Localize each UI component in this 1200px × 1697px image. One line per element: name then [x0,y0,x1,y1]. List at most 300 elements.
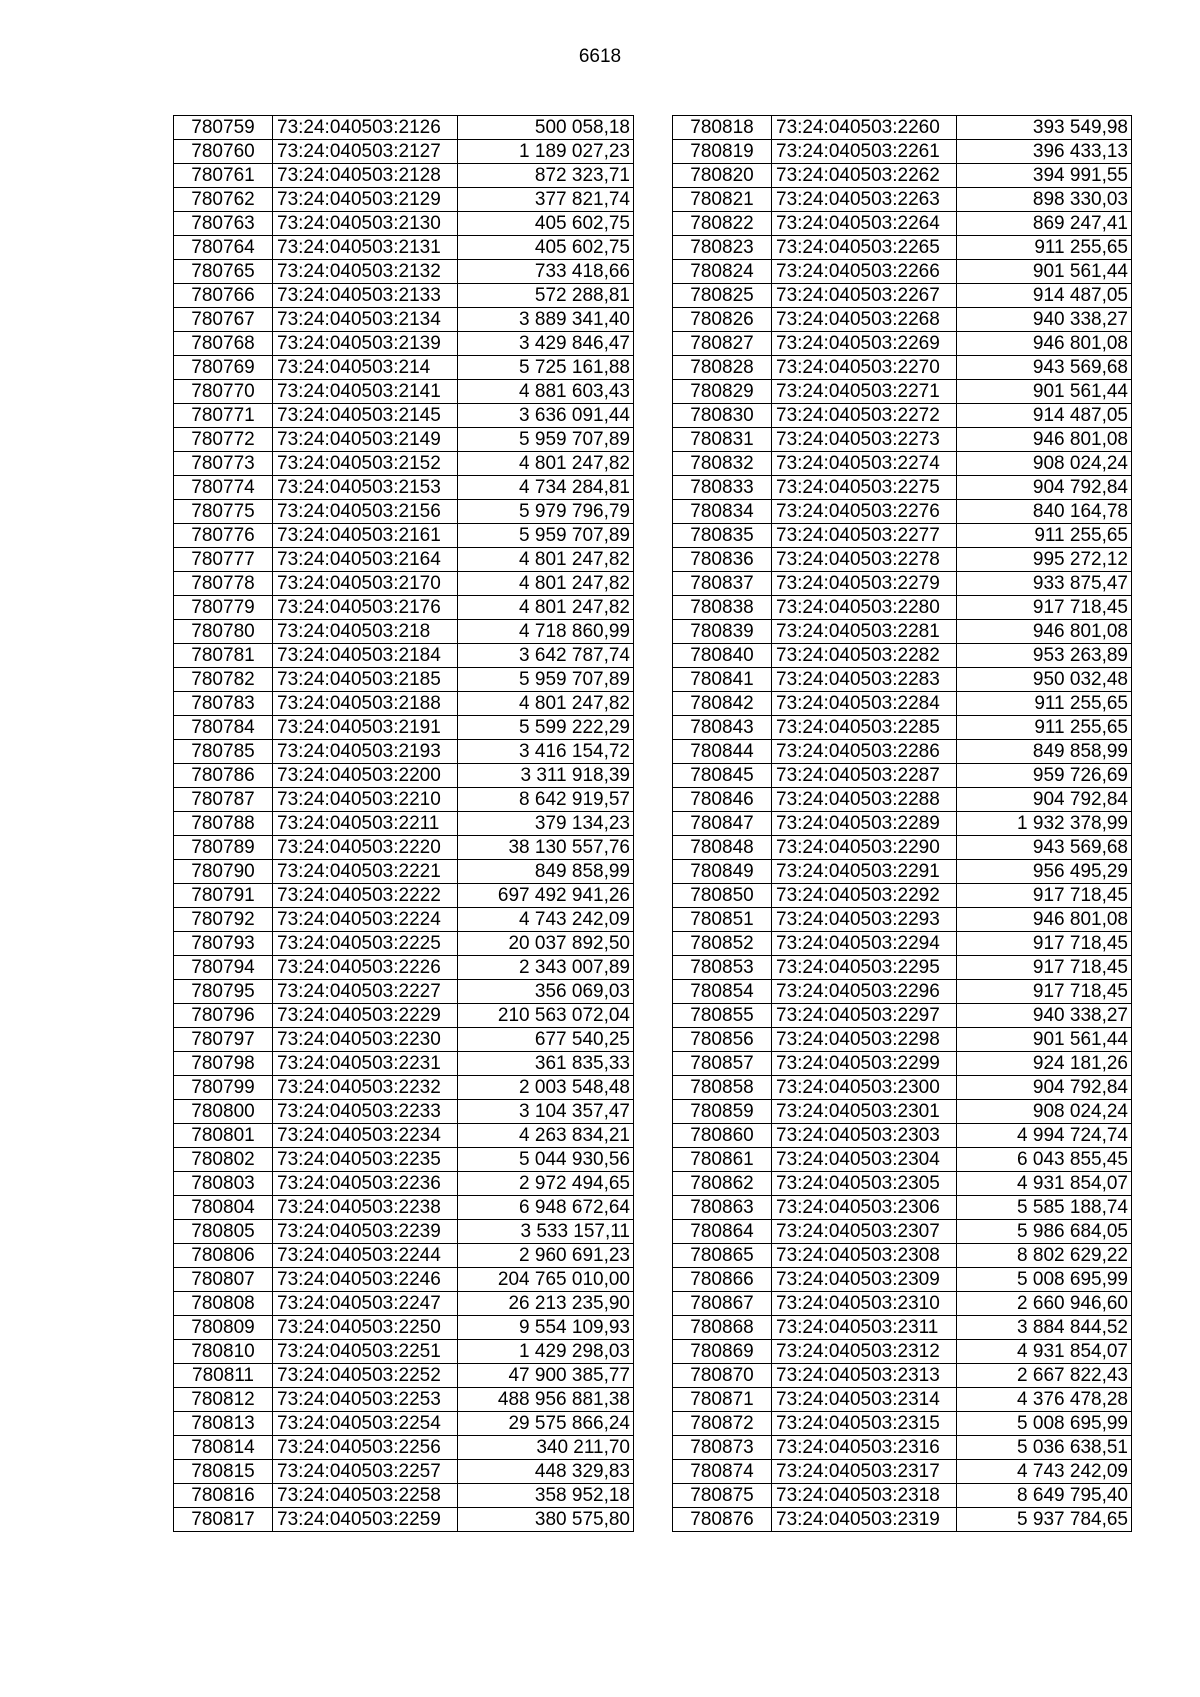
row-number-cell: 780853 [673,956,772,980]
cadastral-number-cell: 73:24:040503:2226 [273,956,458,980]
table-row [174,1100,634,1124]
row-number-cell: 780776 [174,524,273,548]
value-cell: 904 792,84 [957,788,1132,812]
table-row [174,380,634,404]
value-cell: 940 338,27 [957,308,1132,332]
cadastral-number-cell: 73:24:040503:2185 [273,668,458,692]
row-number-cell: 780848 [673,836,772,860]
value-cell: 4 801 247,82 [458,452,634,476]
row-number-cell: 780801 [174,1124,273,1148]
value-cell: 911 255,65 [957,716,1132,740]
row-number-cell: 780839 [673,620,772,644]
table-row [673,452,1132,476]
cadastral-number-cell: 73:24:040503:2276 [772,500,957,524]
value-cell: 946 801,08 [957,908,1132,932]
row-number-cell: 780759 [174,116,273,140]
value-cell: 2 003 548,48 [458,1076,634,1100]
value-cell: 4 801 247,82 [458,692,634,716]
value-cell: 917 718,45 [957,980,1132,1004]
table-row [174,740,634,764]
cadastral-number-cell: 73:24:040503:2259 [273,1508,458,1532]
table-row [174,620,634,644]
row-number-cell: 780769 [174,356,273,380]
table-row [673,1460,1132,1484]
cadastral-number-cell: 73:24:040503:2292 [772,884,957,908]
table-row [174,1364,634,1388]
row-number-cell: 780831 [673,428,772,452]
value-cell: 4 931 854,07 [957,1172,1132,1196]
row-number-cell: 780781 [174,644,273,668]
value-cell: 4 718 860,99 [458,620,634,644]
row-number-cell: 780864 [673,1220,772,1244]
row-number-cell: 780777 [174,548,273,572]
cadastral-number-cell: 73:24:040503:2238 [273,1196,458,1220]
row-number-cell: 780774 [174,476,273,500]
cadastral-number-cell: 73:24:040503:2300 [772,1076,957,1100]
row-number-cell: 780851 [673,908,772,932]
value-cell: 356 069,03 [458,980,634,1004]
row-number-cell: 780854 [673,980,772,1004]
value-cell: 377 821,74 [458,188,634,212]
value-cell: 4 801 247,82 [458,596,634,620]
row-number-cell: 780804 [174,1196,273,1220]
row-number-cell: 780815 [174,1460,273,1484]
table-row [174,1484,634,1508]
row-number-cell: 780865 [673,1244,772,1268]
table-row [673,644,1132,668]
table-row [673,740,1132,764]
cadastral-number-cell: 73:24:040503:2263 [772,188,957,212]
cadastral-number-cell: 73:24:040503:2308 [772,1244,957,1268]
row-number-cell: 780860 [673,1124,772,1148]
value-cell: 8 802 629,22 [957,1244,1132,1268]
table-row [673,1220,1132,1244]
value-cell: 4 743 242,09 [458,908,634,932]
table-row [174,1172,634,1196]
cadastral-number-cell: 73:24:040503:2318 [772,1484,957,1508]
table-row [174,188,634,212]
value-cell: 946 801,08 [957,332,1132,356]
value-cell: 6 948 672,64 [458,1196,634,1220]
value-cell: 908 024,24 [957,1100,1132,1124]
cadastral-number-cell: 73:24:040503:2127 [273,140,458,164]
cadastral-number-cell: 73:24:040503:2229 [273,1004,458,1028]
table-row [174,932,634,956]
table-row [174,452,634,476]
cadastral-number-cell: 73:24:040503:2301 [772,1100,957,1124]
row-number-cell: 780855 [673,1004,772,1028]
row-number-cell: 780814 [174,1436,273,1460]
row-number-cell: 780852 [673,932,772,956]
table-row [673,1292,1132,1316]
table-row [673,860,1132,884]
value-cell: 904 792,84 [957,476,1132,500]
row-number-cell: 780847 [673,812,772,836]
row-number-cell: 780820 [673,164,772,188]
row-number-cell: 780824 [673,260,772,284]
table-row [673,764,1132,788]
cadastral-number-cell: 73:24:040503:2161 [273,524,458,548]
value-cell: 8 642 919,57 [458,788,634,812]
row-number-cell: 780842 [673,692,772,716]
row-number-cell: 780787 [174,788,273,812]
table-row [673,332,1132,356]
value-cell: 917 718,45 [957,884,1132,908]
row-number-cell: 780782 [174,668,273,692]
row-number-cell: 780827 [673,332,772,356]
row-number-cell: 780829 [673,380,772,404]
table-row [174,836,634,860]
value-cell: 405 602,75 [458,212,634,236]
row-number-cell: 780849 [673,860,772,884]
value-cell: 5 585 188,74 [957,1196,1132,1220]
cadastral-number-cell: 73:24:040503:2252 [273,1364,458,1388]
row-number-cell: 780786 [174,764,273,788]
row-number-cell: 780868 [673,1316,772,1340]
table-row [174,1316,634,1340]
row-number-cell: 780805 [174,1220,273,1244]
value-cell: 394 991,55 [957,164,1132,188]
value-cell: 379 134,23 [458,812,634,836]
table-row [673,716,1132,740]
value-cell: 959 726,69 [957,764,1132,788]
row-number-cell: 780789 [174,836,273,860]
value-cell: 2 972 494,65 [458,1172,634,1196]
value-cell: 849 858,99 [957,740,1132,764]
value-cell: 946 801,08 [957,428,1132,452]
value-cell: 2 343 007,89 [458,956,634,980]
cadastral-number-cell: 73:24:040503:2270 [772,356,957,380]
table-row [174,1460,634,1484]
table-row [673,932,1132,956]
table-row [174,164,634,188]
value-cell: 393 549,98 [957,116,1132,140]
row-number-cell: 780845 [673,764,772,788]
table-row [673,356,1132,380]
value-cell: 869 247,41 [957,212,1132,236]
cadastral-number-cell: 73:24:040503:2265 [772,236,957,260]
table-row [673,500,1132,524]
cadastral-number-cell: 73:24:040503:2273 [772,428,957,452]
cadastral-number-cell: 73:24:040503:2283 [772,668,957,692]
row-number-cell: 780764 [174,236,273,260]
table-row [673,1316,1132,1340]
cadastral-number-cell: 73:24:040503:2126 [273,116,458,140]
cadastral-number-cell: 73:24:040503:2210 [273,788,458,812]
table-row [673,308,1132,332]
cadastral-number-cell: 73:24:040503:2231 [273,1052,458,1076]
cadastral-number-cell: 73:24:040503:2258 [273,1484,458,1508]
table-row [174,284,634,308]
value-cell: 4 931 854,07 [957,1340,1132,1364]
table-row [673,164,1132,188]
row-number-cell: 780765 [174,260,273,284]
cadastral-number-cell: 73:24:040503:2269 [772,332,957,356]
row-number-cell: 780872 [673,1412,772,1436]
table-row [673,788,1132,812]
cadastral-number-cell: 73:24:040503:2225 [273,932,458,956]
value-cell: 917 718,45 [957,932,1132,956]
value-cell: 4 743 242,09 [957,1460,1132,1484]
value-cell: 733 418,66 [458,260,634,284]
cadastral-number-cell: 73:24:040503:2279 [772,572,957,596]
row-number-cell: 780834 [673,500,772,524]
cadastral-number-cell: 73:24:040503:2149 [273,428,458,452]
row-number-cell: 780768 [174,332,273,356]
cadastral-number-cell: 73:24:040503:2152 [273,452,458,476]
value-cell: 20 037 892,50 [458,932,634,956]
cadastral-number-cell: 73:24:040503:2296 [772,980,957,1004]
value-cell: 5 036 638,51 [957,1436,1132,1460]
row-number-cell: 780771 [174,404,273,428]
row-number-cell: 780838 [673,596,772,620]
table-row [174,572,634,596]
value-cell: 4 881 603,43 [458,380,634,404]
cadastral-number-cell: 73:24:040503:2128 [273,164,458,188]
row-number-cell: 780850 [673,884,772,908]
value-cell: 1 429 298,03 [458,1340,634,1364]
row-number-cell: 780766 [174,284,273,308]
row-number-cell: 780762 [174,188,273,212]
row-number-cell: 780841 [673,668,772,692]
cadastral-number-cell: 73:24:040503:2254 [273,1412,458,1436]
value-cell: 901 561,44 [957,260,1132,284]
value-cell: 953 263,89 [957,644,1132,668]
table-row [673,188,1132,212]
value-cell: 995 272,12 [957,548,1132,572]
table-row [174,524,634,548]
table-row [174,668,634,692]
value-cell: 204 765 010,00 [458,1268,634,1292]
row-number-cell: 780871 [673,1388,772,1412]
value-cell: 872 323,71 [458,164,634,188]
table-row [174,1244,634,1268]
table-row [673,1100,1132,1124]
table-row [673,404,1132,428]
value-cell: 901 561,44 [957,380,1132,404]
row-number-cell: 780800 [174,1100,273,1124]
table-row [174,548,634,572]
cadastral-number-cell: 73:24:040503:2133 [273,284,458,308]
table-row [174,1508,634,1532]
cadastral-number-cell: 73:24:040503:2306 [772,1196,957,1220]
row-number-cell: 780856 [673,1028,772,1052]
cadastral-number-cell: 73:24:040503:2309 [772,1268,957,1292]
table-row [673,1412,1132,1436]
value-cell: 5 599 222,29 [458,716,634,740]
value-cell: 9 554 109,93 [458,1316,634,1340]
row-number-cell: 780836 [673,548,772,572]
row-number-cell: 780863 [673,1196,772,1220]
value-cell: 933 875,47 [957,572,1132,596]
table-row [174,1124,634,1148]
cadastral-number-cell: 73:24:040503:2239 [273,1220,458,1244]
row-number-cell: 780775 [174,500,273,524]
row-number-cell: 780857 [673,1052,772,1076]
cadastral-number-cell: 73:24:040503:2289 [772,812,957,836]
cadastral-number-cell: 73:24:040503:2260 [772,116,957,140]
value-cell: 572 288,81 [458,284,634,308]
row-number-cell: 780778 [174,572,273,596]
row-number-cell: 780858 [673,1076,772,1100]
value-cell: 4 801 247,82 [458,548,634,572]
row-number-cell: 780808 [174,1292,273,1316]
row-number-cell: 780799 [174,1076,273,1100]
table-row [174,404,634,428]
value-cell: 943 569,68 [957,356,1132,380]
row-number-cell: 780817 [174,1508,273,1532]
cadastral-number-cell: 73:24:040503:2268 [772,308,957,332]
table-row [673,1004,1132,1028]
row-number-cell: 780869 [673,1340,772,1364]
table-row [673,1124,1132,1148]
cadastral-number-cell: 73:24:040503:2193 [273,740,458,764]
value-cell: 4 376 478,28 [957,1388,1132,1412]
value-cell: 3 884 844,52 [957,1316,1132,1340]
cadastral-number-cell: 73:24:040503:2277 [772,524,957,548]
cadastral-number-cell: 73:24:040503:2251 [273,1340,458,1364]
cadastral-number-cell: 73:24:040503:2281 [772,620,957,644]
cadastral-table-left [173,115,634,1532]
value-cell: 4 734 284,81 [458,476,634,500]
value-cell: 361 835,33 [458,1052,634,1076]
row-number-cell: 780770 [174,380,273,404]
row-number-cell: 780837 [673,572,772,596]
table-row [673,692,1132,716]
cadastral-number-cell: 73:24:040503:2261 [772,140,957,164]
cadastral-number-cell: 73:24:040503:2295 [772,956,957,980]
table-row [174,1412,634,1436]
table-row [673,116,1132,140]
cadastral-number-cell: 73:24:040503:2220 [273,836,458,860]
cadastral-number-cell: 73:24:040503:2293 [772,908,957,932]
value-cell: 911 255,65 [957,692,1132,716]
table-row [673,1436,1132,1460]
cadastral-number-cell: 73:24:040503:2284 [772,692,957,716]
value-cell: 5 959 707,89 [458,428,634,452]
value-cell: 946 801,08 [957,620,1132,644]
cadastral-number-cell: 73:24:040503:2145 [273,404,458,428]
cadastral-number-cell: 73:24:040503:2290 [772,836,957,860]
value-cell: 697 492 941,26 [458,884,634,908]
row-number-cell: 780802 [174,1148,273,1172]
value-cell: 904 792,84 [957,1076,1132,1100]
table-row [673,1268,1132,1292]
table-row [174,884,634,908]
table-row [174,212,634,236]
cadastral-number-cell: 73:24:040503:2313 [772,1364,957,1388]
table-row [174,116,634,140]
table-row [673,428,1132,452]
value-cell: 448 329,83 [458,1460,634,1484]
table-row [174,1268,634,1292]
value-cell: 849 858,99 [458,860,634,884]
table-body-right [673,116,1132,1532]
row-number-cell: 780790 [174,860,273,884]
value-cell: 3 416 154,72 [458,740,634,764]
cadastral-number-cell: 73:24:040503:2299 [772,1052,957,1076]
value-cell: 3 429 846,47 [458,332,634,356]
value-cell: 914 487,05 [957,284,1132,308]
table-row [174,1196,634,1220]
cadastral-number-cell: 73:24:040503:2130 [273,212,458,236]
table-row [174,980,634,1004]
row-number-cell: 780791 [174,884,273,908]
value-cell: 940 338,27 [957,1004,1132,1028]
cadastral-number-cell: 73:24:040503:218 [273,620,458,644]
value-cell: 5 937 784,65 [957,1508,1132,1532]
row-number-cell: 780823 [673,236,772,260]
table-row [673,1484,1132,1508]
cadastral-number-cell: 73:24:040503:2319 [772,1508,957,1532]
value-cell: 950 032,48 [957,668,1132,692]
cadastral-number-cell: 73:24:040503:2247 [273,1292,458,1316]
cadastral-number-cell: 73:24:040503:2266 [772,260,957,284]
row-number-cell: 780821 [673,188,772,212]
value-cell: 4 801 247,82 [458,572,634,596]
table-row [174,1388,634,1412]
row-number-cell: 780833 [673,476,772,500]
row-number-cell: 780811 [174,1364,273,1388]
table-row [673,284,1132,308]
table-row [174,332,634,356]
row-number-cell: 780773 [174,452,273,476]
table-row [673,980,1132,1004]
table-row [673,236,1132,260]
row-number-cell: 780763 [174,212,273,236]
row-number-cell: 780772 [174,428,273,452]
value-cell: 4 994 724,74 [957,1124,1132,1148]
value-cell: 2 660 946,60 [957,1292,1132,1316]
table-row [174,476,634,500]
cadastral-number-cell: 73:24:040503:2244 [273,1244,458,1268]
table-row [673,1052,1132,1076]
row-number-cell: 780819 [673,140,772,164]
table-row [673,596,1132,620]
cadastral-number-cell: 73:24:040503:2153 [273,476,458,500]
cadastral-number-cell: 73:24:040503:2191 [273,716,458,740]
cadastral-number-cell: 73:24:040503:2288 [772,788,957,812]
cadastral-number-cell: 73:24:040503:2246 [273,1268,458,1292]
value-cell: 911 255,65 [957,524,1132,548]
cadastral-number-cell: 73:24:040503:2304 [772,1148,957,1172]
value-cell: 911 255,65 [957,236,1132,260]
table-row [673,1028,1132,1052]
cadastral-number-cell: 73:24:040503:2307 [772,1220,957,1244]
cadastral-number-cell: 73:24:040503:2298 [772,1028,957,1052]
table-row [174,260,634,284]
value-cell: 3 533 157,11 [458,1220,634,1244]
cadastral-number-cell: 73:24:040503:2272 [772,404,957,428]
table-row [174,236,634,260]
value-cell: 5 008 695,99 [957,1268,1132,1292]
table-row [174,596,634,620]
table-row [673,1508,1132,1532]
cadastral-number-cell: 73:24:040503:2314 [772,1388,957,1412]
row-number-cell: 780807 [174,1268,273,1292]
row-number-cell: 780876 [673,1508,772,1532]
cadastral-number-cell: 73:24:040503:2164 [273,548,458,572]
table-row [673,908,1132,932]
table-row [174,1436,634,1460]
table-row [673,668,1132,692]
cadastral-number-cell: 73:24:040503:2232 [273,1076,458,1100]
table-row [174,1292,634,1316]
table-row [174,1052,634,1076]
cadastral-number-cell: 73:24:040503:2170 [273,572,458,596]
table-row [673,524,1132,548]
row-number-cell: 780846 [673,788,772,812]
